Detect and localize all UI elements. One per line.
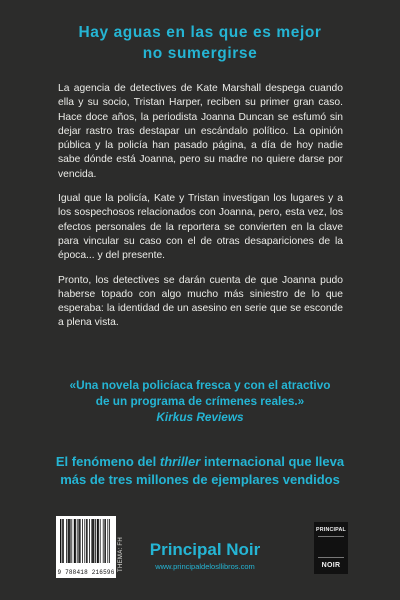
tagline-part-1: El fenómeno del (55, 454, 160, 469)
tagline-part-2: internacional que lleva (200, 454, 345, 469)
thema-code: THEMA: FH (118, 536, 124, 572)
logo-bottom-text: NOIR (321, 562, 341, 569)
isbn-barcode (56, 516, 116, 578)
tagline-line-1 (0, 453, 400, 471)
barcode-number: 9 788418 216596 (57, 569, 115, 576)
synopsis-paragraph-2: Igual que la policía, Kate y Tristan investigan los lugares y a los sospechosos relacionados con Joanna, pero, esta vez, los efectos personales de la reportera se convierten en la clave para vincular su caso con el de otras desapariciones de la época... y del presente. (58, 193, 343, 262)
review-quote (0, 377, 400, 425)
logo-top-text: PRINCIPAL (316, 527, 346, 533)
publisher-imprint (140, 540, 270, 573)
synopsis (58, 82, 343, 341)
back-cover-headline (0, 22, 400, 64)
tagline (0, 453, 400, 489)
quote-line-2: de un programa de crímenes reales.» (95, 394, 305, 408)
logo-divider (318, 536, 344, 558)
quote-source: Kirkus Reviews (156, 410, 244, 424)
synopsis-paragraph-1: La agencia de detectives de Kate Marshall despega cuando ella y su socio, Tristan Harper, reciben su primer gran caso. Hace doce años, la periodista Joanna Duncan se esfumó sin dejar rastro tras destapar un escándalo político. La opinión pública y la policía han pasado página, a día de hoy nadie sabe dónde está Joanna, pero su madre no quiere darse por vencida. (58, 83, 343, 180)
tagline-line-2: más de tres millones de ejemplares vendidos (60, 472, 340, 487)
quote-line-1: «Una novela policíaca fresca y con el atractivo (69, 378, 331, 392)
imprint-name: Principal Noir (149, 540, 261, 559)
synopsis-paragraph-3: Pronto, los detectives se darán cuenta de que Joanna pudo haberse topado con algo mucho más siniestro de lo que esperaba: la identidad de un asesino en serie que se esconde a plena vista. (58, 274, 343, 329)
barcode-bars (59, 519, 113, 565)
principal-noir-logo (314, 522, 348, 574)
imprint-url: www.principaldelosllibros.com (155, 562, 255, 571)
headline-line-1: Hay aguas en las que es mejor (78, 24, 322, 41)
tagline-italic: thriller (159, 454, 201, 469)
headline-line-2: no sumergirse (142, 45, 258, 62)
